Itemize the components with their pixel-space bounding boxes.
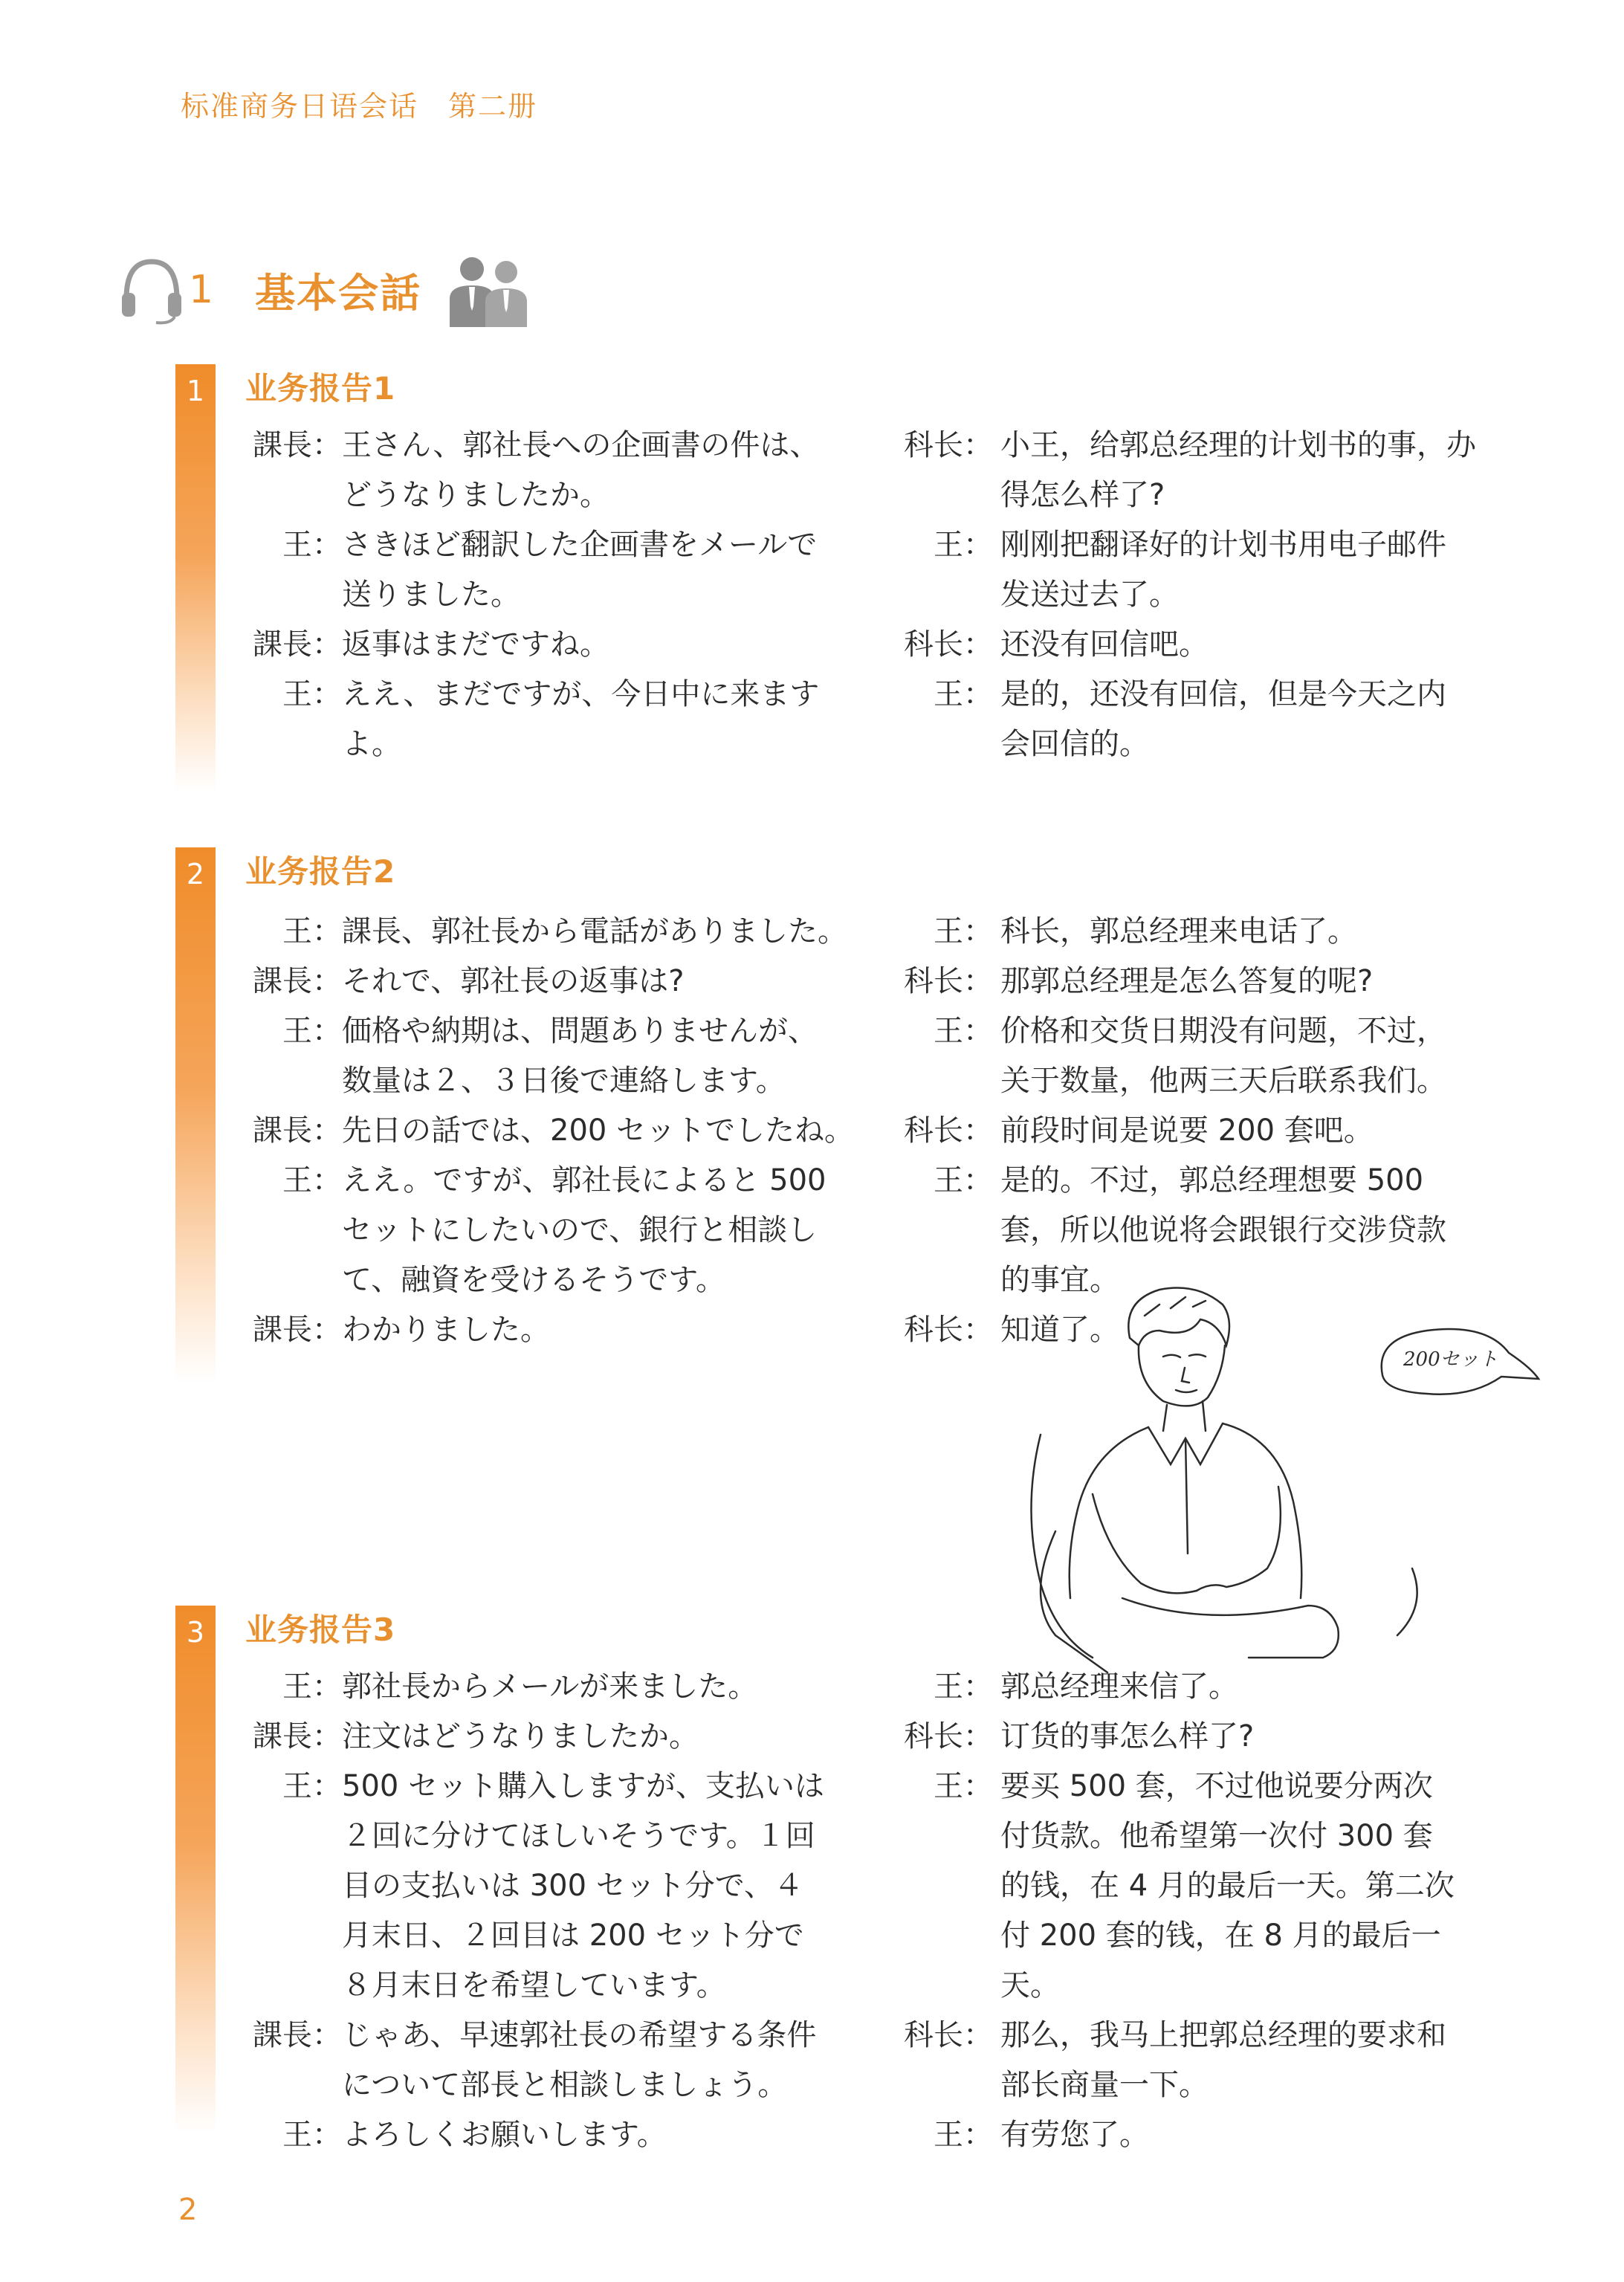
section-number: 1 [189, 268, 214, 312]
dialogue-line [245, 1006, 862, 1106]
speaker-label: 課長： [253, 2018, 342, 2052]
dialogue-line [896, 1712, 1484, 1762]
speaker-label: 課長： [253, 428, 342, 462]
block-2-marker [175, 847, 216, 1383]
dialogue-line [245, 907, 862, 957]
speaker-label: 科长： [904, 1313, 993, 1347]
dialogue-line [245, 620, 862, 670]
dialogue-line [896, 1006, 1484, 1106]
speaker-label: 科长： [904, 1719, 993, 1753]
speaker-label: 科长： [904, 1113, 993, 1148]
speaker-label: 王： [934, 1163, 993, 1197]
block-1-number: 1 [186, 375, 205, 407]
dialogue-text: 500 セット購入しますが、支払いは ２回に分けてほしいそうです。１回 目の支払いは 300 セット分で、４ 月末日、２回目は 200 セット分で ８月末日を希望しています。 [342, 1769, 825, 2003]
dialogue-line [896, 2011, 1484, 2110]
dialogue-line [896, 1156, 1484, 1305]
block-3-marker [175, 1606, 216, 2133]
speaker-label: 王： [282, 677, 342, 711]
dialogue-line [896, 907, 1484, 957]
dialogue-text: 返事はまだですね。 [342, 627, 609, 662]
block-1-chinese-dialogue [896, 421, 1484, 769]
dialogue-line [245, 520, 862, 620]
speaker-label: 科长： [904, 428, 993, 462]
dialogue-text: 価格や納期は、問題ありませんが、 数量は２、３日後で連絡します。 [342, 1014, 818, 1098]
block-2-title: 业务报告2 [245, 853, 396, 890]
dialogue-line [896, 2110, 1484, 2160]
dialogue-line [245, 670, 862, 769]
speaker-label: 課長： [253, 964, 342, 998]
dialogue-line [245, 1762, 862, 2011]
speaker-label: 王： [934, 528, 993, 562]
dialogue-text: 先日の話では、200 セットでしたね。 [342, 1113, 855, 1148]
dialogue-line [245, 1156, 862, 1305]
block-1-japanese-dialogue [245, 421, 862, 769]
speaker-label: 王： [282, 1670, 342, 1704]
dialogue-text: 要买 500 套，不过他说要分两次 付货款。他希望第一次付 300 套 的钱，在 4 月的最后一天。第二次 付 200 套的钱，在 8 月的最后一 天。 [1000, 1769, 1455, 2003]
dialogue-text: 还没有回信吧。 [1000, 627, 1209, 662]
dialogue-text: 有劳您了。 [1000, 2118, 1149, 2152]
speaker-label: 王： [934, 1769, 993, 1803]
dialogue-text: 是的，还没有回信，但是今天之内 会回信的。 [1000, 677, 1446, 761]
page-number: 2 [178, 2193, 198, 2227]
dialogue-text: さきほど翻訳した企画書をメールで 送りました。 [342, 528, 818, 612]
dialogue-line [896, 1762, 1484, 2011]
dialogue-line [245, 2011, 862, 2110]
speaker-label: 王： [282, 914, 342, 948]
dialogue-text: 郭总经理来信了。 [1000, 1670, 1238, 1704]
dialogue-line [896, 620, 1484, 670]
dialogue-text: 小王，给郭总经理的计划书的事，办 得怎么样了? [1000, 428, 1476, 512]
dialogue-text: 那郭总经理是怎么答复的呢? [1000, 964, 1374, 998]
dialogue-line [245, 1305, 862, 1355]
dialogue-text: ええ、まだですが、今日中に来ます よ。 [342, 677, 820, 761]
dialogue-text: ええ。ですが、郭社長によると 500 セットにしたいので、銀行と相談し て、融資を受けるそうです。 [342, 1163, 826, 1297]
speaker-label: 課長： [253, 627, 342, 662]
dialogue-line [245, 1106, 862, 1156]
speaker-label: 王： [934, 2118, 993, 2152]
speech-bubble-text: 200セット [1403, 1348, 1498, 1371]
section-title: 基本会話 [255, 269, 422, 317]
speaker-label: 王： [934, 677, 993, 711]
dialogue-line [896, 670, 1484, 769]
speaker-label: 王： [282, 528, 342, 562]
speaker-label: 課長： [253, 1719, 342, 1753]
dialogue-line [896, 1106, 1484, 1156]
dialogue-text: じゃあ、早速郭社長の希望する条件 について部長と相談しましょう。 [342, 2018, 817, 2102]
block-1-title: 业务报告1 [245, 370, 396, 407]
dialogue-text: それで、郭社長の返事は? [342, 964, 685, 998]
speaker-label: 科长： [904, 964, 993, 998]
speaker-label: 王： [282, 1014, 342, 1048]
dialogue-text: 前段时间是说要 200 套吧。 [1000, 1113, 1374, 1148]
dialogue-line [245, 1712, 862, 1762]
speaker-label: 王： [282, 1769, 342, 1803]
block-2-japanese-dialogue [245, 907, 862, 1355]
dialogue-text: 知道了。 [1000, 1313, 1119, 1347]
dialogue-text: 订货的事怎么样了? [1000, 1719, 1255, 1753]
dialogue-text: 价格和交货日期没有问题，不过， 关于数量，他两三天后联系我们。 [1000, 1014, 1446, 1098]
speaker-label: 科长： [904, 2018, 993, 2052]
dialogue-text: 那么，我马上把郭总经理的要求和 部长商量一下。 [1000, 2018, 1446, 2102]
block-1-marker [175, 364, 216, 792]
people-icon [444, 253, 533, 327]
dialogue-text: 注文はどうなりましたか。 [342, 1719, 699, 1753]
dialogue-line [896, 520, 1484, 620]
dialogue-line [896, 957, 1484, 1006]
speaker-label: 王： [934, 914, 993, 948]
block-3-chinese-dialogue [896, 1662, 1484, 2160]
speaker-label: 王： [282, 1163, 342, 1197]
dialogue-text: よろしくお願いします。 [342, 2118, 667, 2152]
sketch-hair [1128, 1288, 1229, 1346]
running-header: 标准商务日语会话 第二册 [181, 90, 538, 123]
dialogue-text: 課長、郭社長から電話がありました。 [342, 914, 847, 948]
dialogue-text: わかりました。 [342, 1313, 550, 1347]
sketch-face [1139, 1345, 1225, 1406]
speaker-label: 課長： [253, 1113, 342, 1148]
dialogue-text: 是的。不过，郭总经理想要 500 套，所以他说将会跟银行交涉贷款 的事宜。 [1000, 1163, 1446, 1297]
dialogue-line [245, 421, 862, 520]
dialogue-line [245, 1662, 862, 1712]
speaker-label: 科长： [904, 627, 993, 662]
block-3-number: 3 [186, 1616, 205, 1649]
speaker-label: 王： [934, 1670, 993, 1704]
dialogue-text: 科长，郭总经理来电话了。 [1000, 914, 1357, 948]
sketch-chair [1032, 1435, 1417, 1658]
section-heading [119, 253, 533, 327]
dialogue-text: 郭社長からメールが来ました。 [342, 1670, 758, 1704]
block-2-number: 2 [186, 858, 205, 891]
speaker-label: 王： [282, 2118, 342, 2152]
speaker-label: 課長： [253, 1313, 342, 1347]
speaker-label: 王： [934, 1014, 993, 1048]
dialogue-line [896, 421, 1484, 520]
headset-icon [119, 254, 184, 326]
block-3-japanese-dialogue [245, 1662, 862, 2160]
dialogue-text: 王さん、郭社長への企画書の件は、 どうなりましたか。 [342, 428, 820, 512]
dialogue-line [245, 957, 862, 1006]
dialogue-line [896, 1662, 1484, 1712]
dialogue-text: 刚刚把翻译好的计划书用电子邮件 发送过去了。 [1000, 528, 1446, 612]
block-3-title: 业务报告3 [245, 1612, 396, 1648]
dialogue-line [245, 2110, 862, 2160]
